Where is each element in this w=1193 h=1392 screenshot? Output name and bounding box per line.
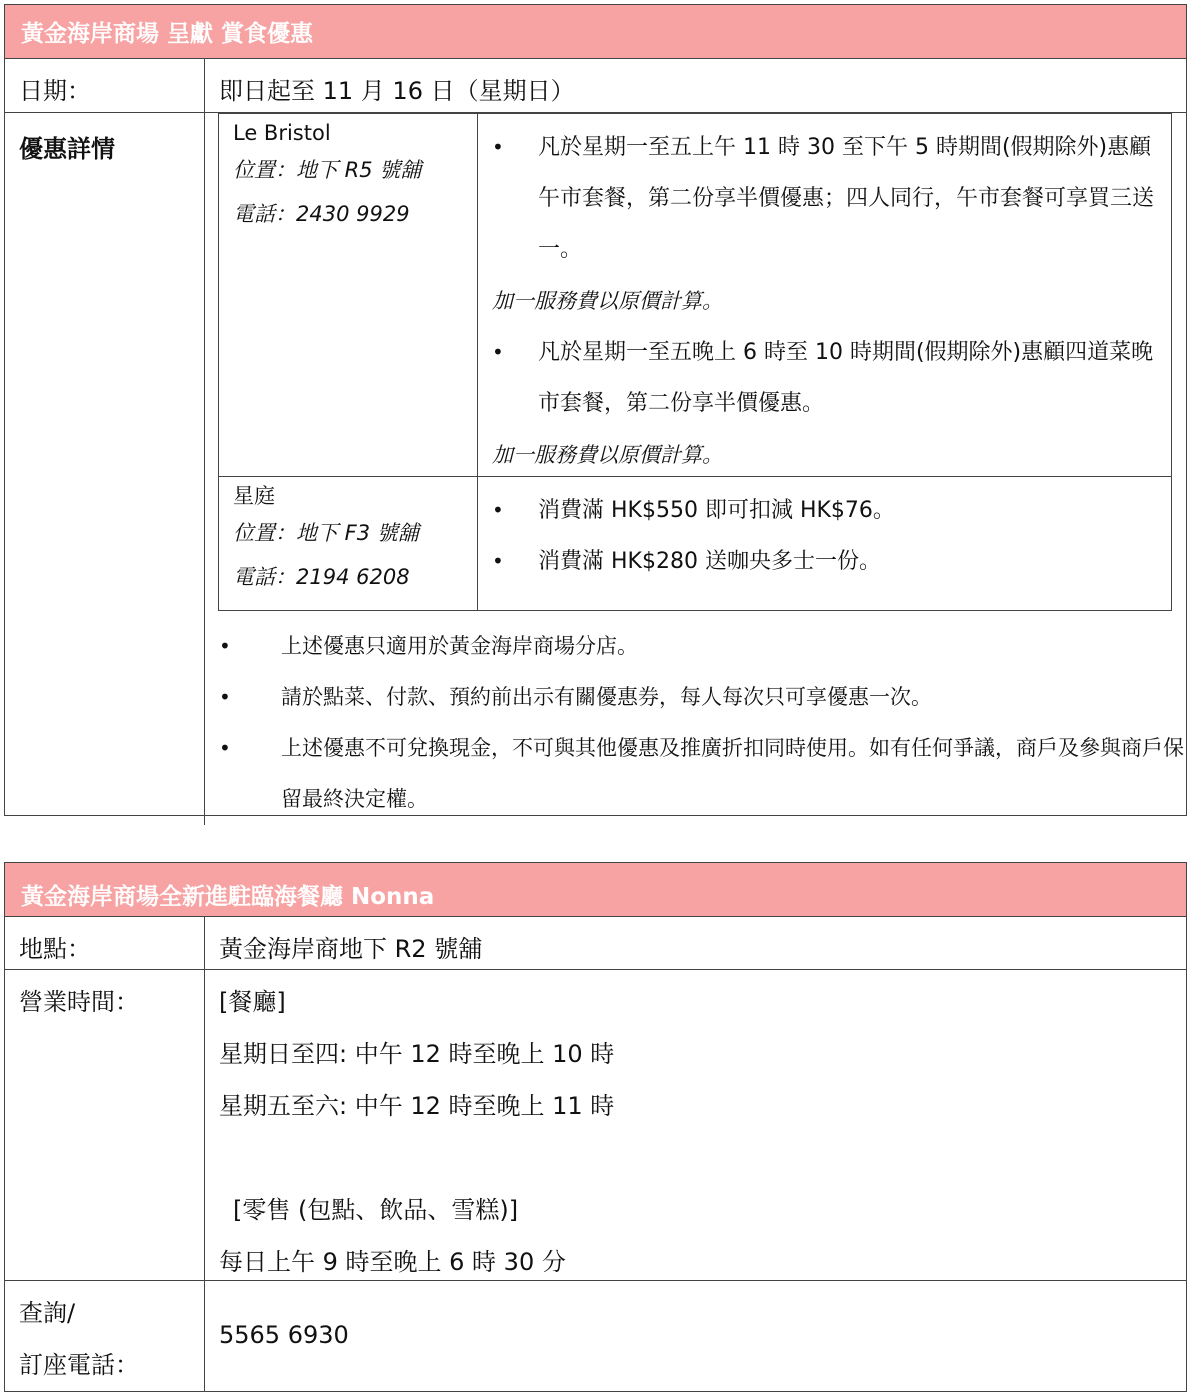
offer-note: 加一服務費以原價計算。 [492,443,723,467]
date-value: 即日起至 11 月 16 日（星期日） [219,77,575,105]
restaurant-phone: 電話：2194 6208 [233,565,410,589]
restaurant-info [219,477,478,610]
terms-text: 上述優惠只適用於黃金海岸商場分店。 [281,634,638,658]
restaurant-phone: 電話：2430 9929 [233,202,410,226]
retail-heading: [零售 (包點、飲品、雪糕)] [233,1196,519,1224]
hours-row [5,970,1186,1281]
spacer [219,1132,1172,1184]
location-label: 地點： [5,917,205,969]
hours-value [205,970,1186,1280]
offer-text: 消費滿 HK$550 即可扣減 HK$76。 [538,498,895,523]
nonna-title: 黃金海岸商場全新進駐臨海餐廳 Nonna [5,863,1186,917]
promo-title: 黃金海岸商場 呈獻 賞食優惠 [5,5,1186,59]
offer-item [492,327,1157,429]
nonna-table [4,862,1187,1392]
offer-text: 消費滿 HK$280 送咖央多士一份。 [538,549,881,574]
date-row [5,59,1186,113]
offer-note: 加一服務費以原價計算。 [492,289,723,313]
terms-item [219,672,1186,723]
phone-label-line: 查詢/ [19,1299,76,1327]
location-value: 黃金海岸商地下 R2 號舖 [219,935,483,963]
bullet-icon: • [492,135,504,159]
bullet-icon: • [492,498,504,522]
details-row [5,113,1186,825]
promo-table [4,4,1187,816]
offer-item [492,536,1157,587]
bullet-icon: • [492,340,504,364]
phone-value: 5565 6930 [219,1321,349,1349]
location-row [5,917,1186,970]
bullet-icon: • [492,549,504,573]
restaurant-name: Le Bristol [233,121,331,145]
restaurant-table [218,113,1172,611]
terms-item [219,723,1186,825]
terms-text: 上述優惠不可兌換現金，不可與其他優惠及推廣折扣同時使用。如有任何爭議，商戶及參與商戶保留最終決定權。 [281,736,1184,811]
restaurant-location: 位置：地下 R5 號舖 [233,158,422,182]
phone-label-line: 訂座電話： [19,1351,139,1379]
offer-item [492,485,1157,536]
restaurant-name: 星庭 [233,484,275,508]
restaurant-heading: [餐廳] [219,988,286,1016]
date-label: 日期： [5,59,205,112]
phone-row [5,1281,1186,1391]
offer-item [492,122,1157,275]
bullet-icon: • [219,634,231,658]
restaurant-row [219,477,1171,610]
phone-label [5,1281,205,1391]
hours-label: 營業時間： [5,970,205,1280]
offer-text: 凡於星期一至五晚上 6 時至 10 時期間(假期除外)惠顧四道菜晚市套餐，第二份享半價優惠。 [538,340,1154,416]
restaurant-location: 位置：地下 F3 號舖 [233,521,419,545]
bullet-icon: • [219,736,231,760]
restaurant-row [219,114,1171,477]
terms-list [205,611,1186,825]
restaurant-hours: 星期五至六: 中午 12 時至晚上 11 時 [219,1092,615,1120]
terms-item [219,621,1186,672]
details-cell [205,113,1186,825]
bullet-icon: • [219,685,231,709]
terms-text: 請於點菜、付款、預約前出示有關優惠券，每人每次只可享優惠一次。 [281,685,932,709]
restaurant-info [219,114,478,476]
details-label: 優惠詳情 [5,113,205,825]
restaurant-offers [478,477,1171,610]
restaurant-hours: 星期日至四: 中午 12 時至晚上 10 時 [219,1040,615,1068]
retail-hours: 每日上午 9 時至晚上 6 時 30 分 [219,1248,566,1276]
restaurant-offers [478,114,1171,476]
offer-text: 凡於星期一至五上午 11 時 30 至下午 5 時期間(假期除外)惠顧午市套餐，第二份享半價優惠；四人同行，午市套餐可享買三送一。 [538,135,1155,262]
